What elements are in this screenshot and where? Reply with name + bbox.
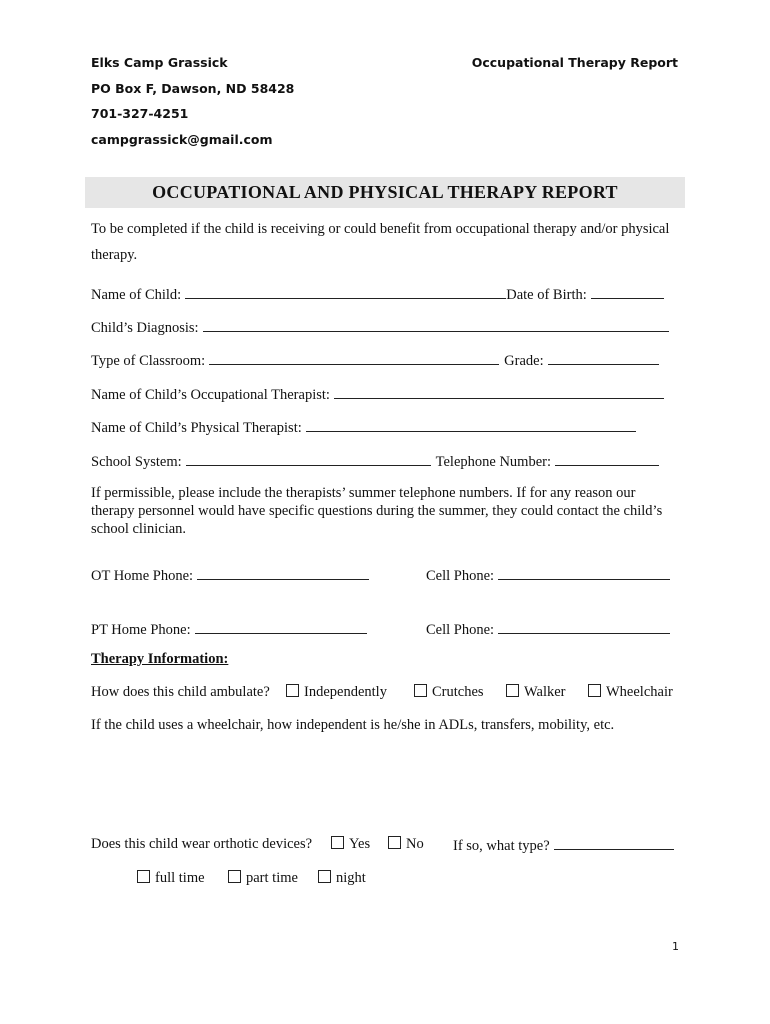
- date-of-birth-label: Date of Birth:: [506, 287, 587, 303]
- wheelchair-answer-area[interactable]: [91, 740, 681, 820]
- orthotic-type-label: If so, what type?: [453, 838, 550, 854]
- wear-option-night[interactable]: night: [318, 869, 366, 887]
- org-address: PO Box F, Dawson, ND 58428: [91, 81, 295, 96]
- document-type: Occupational Therapy Report: [471, 55, 678, 70]
- telephone-label: Telephone Number:: [435, 454, 551, 470]
- classroom-label: Type of Classroom:: [91, 353, 206, 369]
- pt-name-row: [91, 417, 636, 437]
- diagnosis-row: [91, 317, 669, 337]
- checkbox-icon[interactable]: [318, 870, 331, 883]
- ot-cell-phone-row: [426, 565, 670, 585]
- pt-name-field[interactable]: [306, 417, 636, 432]
- ambulate-option-crutches[interactable]: Crutches: [414, 683, 484, 701]
- orthotic-no-option[interactable]: No: [388, 835, 424, 853]
- checkbox-icon[interactable]: [228, 870, 241, 883]
- pt-cell-phone-row: [426, 619, 670, 639]
- pt-cell-phone-label: Cell Phone:: [426, 622, 495, 638]
- diagnosis-label: Child’s Diagnosis:: [91, 320, 199, 336]
- checkbox-icon[interactable]: [588, 684, 601, 697]
- ambulate-option-independently[interactable]: Independently: [286, 683, 387, 701]
- checkbox-icon[interactable]: [286, 684, 299, 697]
- name-of-child-row: [91, 284, 664, 304]
- school-system-row: [91, 451, 659, 471]
- name-of-child-field[interactable]: [185, 284, 506, 299]
- checkbox-icon[interactable]: [388, 836, 401, 849]
- orthotic-type-row: [453, 835, 674, 855]
- intro-text: To be completed if the child is receiving or could benefit from occupational therapy and/or physical therapy.: [91, 221, 670, 263]
- ot-home-phone-field[interactable]: [197, 565, 369, 580]
- wheelchair-question: If the child uses a wheelchair, how independent is he/she in ADLs, transfers, mobility, etc.: [91, 717, 615, 733]
- pt-cell-phone-field[interactable]: [498, 619, 670, 634]
- page-number: 1: [672, 940, 679, 953]
- telephone-field[interactable]: [555, 451, 659, 466]
- grade-label: Grade:: [504, 353, 544, 369]
- diagnosis-field[interactable]: [203, 317, 669, 332]
- pt-home-phone-field[interactable]: [195, 619, 367, 634]
- org-name: Elks Camp Grassick: [91, 55, 228, 70]
- permission-note: If permissible, please include the therapists’ summer telephone numbers. If for any reason our therapy personnel would have specific questions during the summer, they could contact the child’s school clinician.: [91, 485, 663, 537]
- name-of-child-label: Name of Child:: [91, 287, 182, 303]
- checkbox-icon[interactable]: [414, 684, 427, 697]
- ot-name-row: [91, 384, 664, 404]
- report-title: OCCUPATIONAL AND PHYSICAL THERAPY REPORT: [152, 182, 618, 202]
- pt-name-label: Name of Child’s Physical Therapist:: [91, 420, 302, 436]
- checkbox-icon[interactable]: [331, 836, 344, 849]
- ot-home-phone-label: OT Home Phone:: [91, 568, 194, 584]
- ot-cell-phone-field[interactable]: [498, 565, 670, 580]
- title-band: [85, 177, 685, 208]
- school-system-label: School System:: [91, 454, 182, 470]
- pt-home-phone-row: [91, 619, 367, 639]
- orthotic-yes-option[interactable]: Yes: [331, 835, 370, 853]
- ot-name-label: Name of Child’s Occupational Therapist:: [91, 387, 330, 403]
- ot-cell-phone-label: Cell Phone:: [426, 568, 495, 584]
- ot-home-phone-row: [91, 565, 369, 585]
- checkbox-icon[interactable]: [506, 684, 519, 697]
- ot-name-field[interactable]: [334, 384, 664, 399]
- date-of-birth-field[interactable]: [591, 284, 664, 299]
- pt-home-phone-label: PT Home Phone:: [91, 622, 191, 638]
- grade-field[interactable]: [548, 350, 659, 365]
- classroom-row: [91, 350, 659, 370]
- ambulate-option-walker[interactable]: Walker: [506, 683, 566, 701]
- ambulate-question: How does this child ambulate?: [91, 684, 270, 700]
- classroom-field[interactable]: [209, 350, 499, 365]
- org-phone: 701-327-4251: [91, 106, 189, 121]
- orthotic-question: Does this child wear orthotic devices?: [91, 836, 313, 852]
- therapy-heading: Therapy Information:: [91, 651, 229, 667]
- wear-option-part-time[interactable]: part time: [228, 869, 298, 887]
- school-system-field[interactable]: [186, 451, 431, 466]
- org-email: campgrassick@gmail.com: [91, 132, 273, 147]
- checkbox-icon[interactable]: [137, 870, 150, 883]
- ambulate-option-wheelchair[interactable]: Wheelchair: [588, 683, 673, 701]
- wear-option-full-time[interactable]: full time: [137, 869, 205, 887]
- orthotic-type-field[interactable]: [554, 835, 674, 850]
